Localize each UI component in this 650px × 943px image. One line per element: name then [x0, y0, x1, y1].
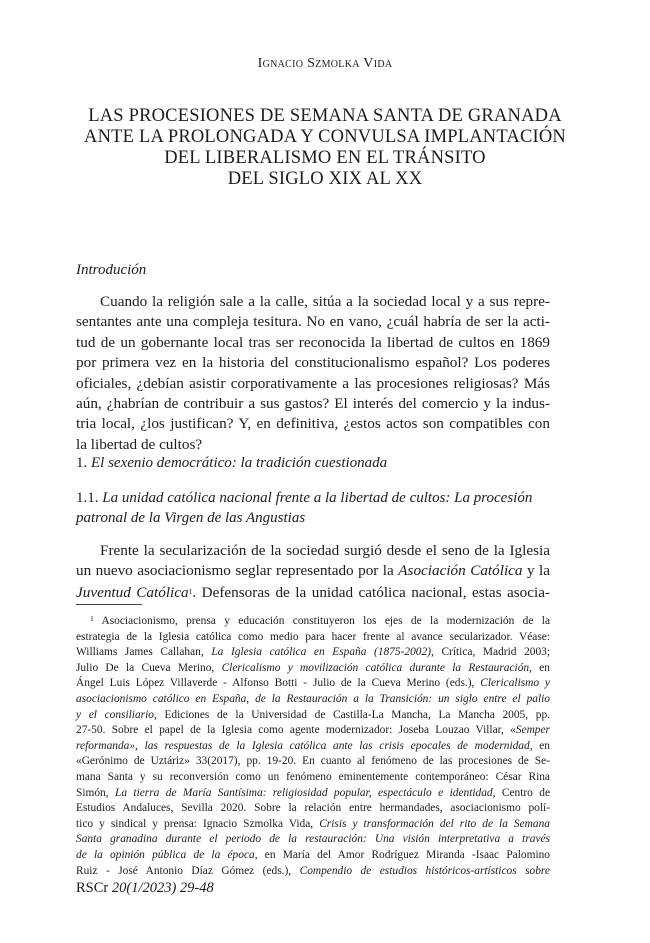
text-line: oficiales, ¿debían asistir corporativamente a las procesiones religiosas? Más: [76, 374, 550, 392]
title-line: DEL LIBERALISMO EN EL TRÁNSITO: [164, 148, 486, 168]
footnote-line: mana Santa y su reconversión como un fenómeno eminentemente contemporáneo: César Rina: [76, 770, 550, 783]
title-line: ANTE LA PROLONGADA Y CONVULSA IMPLANTACIÓN: [84, 127, 566, 147]
text-line: tud de un gobernante local tras ser reconocida la libertad de cultos en 1869: [76, 333, 550, 351]
text-line: por primera vez en la historia del constitucionalismo español? Los poderes: [76, 354, 550, 372]
footnote-line: y el consiliario, Ediciones de la Universidad de Castilla-La Mancha, La Mancha 2005, pp.: [76, 708, 550, 721]
footnote-line: Williams James Callahan, La Iglesia católica en España (1875-2002), Crítica, Madrid 2003;: [76, 646, 551, 659]
section-1-1-heading: [76, 488, 550, 528]
footnote-line: Ruiz - José Antonio Díaz Gómez (eds.), Compendio de estudios históricos-artísticos sobre: [76, 864, 550, 877]
title-line: LAS PROCESIONES DE SEMANA SANTA DE GRANADA: [88, 106, 562, 126]
footnote-line: 27-50. Sobre el papel de la Iglesia como agente modernizador: Joseba Louzao Villar, «Semper: [76, 724, 550, 737]
footnote-line: Simón, La tierra de María Santísima: religiosidad popular, espectáculo e identidad, Centro de: [76, 786, 551, 799]
footnote-line: «Gerónimo de Uztáriz» 33(2017), pp. 19-20. En cuanto al fenómeno de las procesiones de Se-: [76, 755, 550, 768]
journal-name: RSCr: [76, 880, 109, 896]
page-footer: [76, 880, 214, 897]
text-line: Cuando la religión sale a la calle, sitúa a la sociedad local y a sus repre-: [100, 293, 550, 310]
intro-paragraph: [76, 292, 550, 455]
footnote-divider: [76, 604, 142, 605]
section-1-1-title-cont: patronal de la Virgen de las Angustias: [76, 510, 306, 526]
section-1-title: El sexenio democrático: la tradición cuestionada: [91, 455, 388, 471]
footnote-line: Santa granadina durante el periodo de la restauración: Una visión interpretativa a través: [76, 833, 550, 846]
footnote-line: estrategia de la Iglesia católica como medio para hacer frente al avance secularizador. Véase:: [76, 630, 550, 643]
section-1-1-title: La unidad católica nacional frente a la libertad de cultos: La procesión: [102, 490, 533, 506]
title-line: DEL SIGLO XIX AL XX: [227, 169, 423, 189]
footnote: [76, 611, 550, 879]
section-1-number: 1.: [76, 455, 88, 471]
article-title: [40, 106, 610, 190]
section-1-1-paragraph: [76, 541, 550, 603]
section-1-1-number: 1.1.: [76, 490, 99, 506]
footnote-line: Julio De la Cueva Merino, Clericalismo y movilización católica durante la Restauración, en: [76, 661, 550, 674]
text-line: Juventud Católica$^1$. Defensoras de la unidad católica nacional, estas asocia-: [76, 583, 550, 601]
text-line: aún, ¿habrían de contribuir a sus gastos? El interés del comercio y la indus-: [76, 395, 550, 413]
text-line: tria local, ¿los justifican? Y, en definitiva, ¿estos actos son compatibles con: [76, 415, 550, 433]
footnote-marker: 1: [90, 614, 94, 623]
intro-heading: [76, 260, 146, 280]
footnote-line: tico y sindical y prensa: Ignacio Szmolka Vida, Crisis y transformación del rito de la Semana: [76, 817, 550, 830]
footnote-line: Estudios Andaluces, Sevilla 2020. Sobre la relación entre hermandades, asociacionismo polí-: [76, 802, 550, 815]
footnote-ref[interactable]: 1: [188, 586, 193, 596]
text-line: sentantes ante una compleja tesitura. No en vano, ¿cuál habría de ser la acti-: [76, 313, 550, 331]
text-line: la libertad de cultos?: [76, 435, 203, 453]
footnote-line: Ángel Luis López Villaverde - Alfonso Botti - Julio de la Cueva Merino (eds.), Clericalismo y: [76, 677, 550, 690]
section-1-heading: [76, 453, 387, 473]
footnote-line: $^1$ Asociacionismo, prensa y educación constituyeron los ejes de la modernización de la: [90, 614, 551, 627]
footnote-line: asociacionismo católico en España, de la Restauración a la Transición: un siglo entre el palio: [76, 692, 550, 705]
text-line: un nuevo asociacionismo seglar representado por la Asociación Católica y la: [76, 562, 550, 580]
journal-volume: 20(1/2023) 29-48: [111, 880, 214, 896]
author-name: Ignacio Szmolka Vida: [257, 56, 393, 71]
intro-heading-text: Introdución: [76, 262, 147, 278]
text-line: Frente la secularización de la sociedad surgió desde el seno de la Iglesia: [100, 542, 550, 559]
footnote-line: reformanda», las respuestas de la Iglesia católica ante las crisis epocales de modernidad, en: [76, 739, 550, 752]
footnote-line: de la opinión pública de la época, en María del Amor Rodríguez Miranda -Isaac Palomino: [76, 848, 550, 861]
